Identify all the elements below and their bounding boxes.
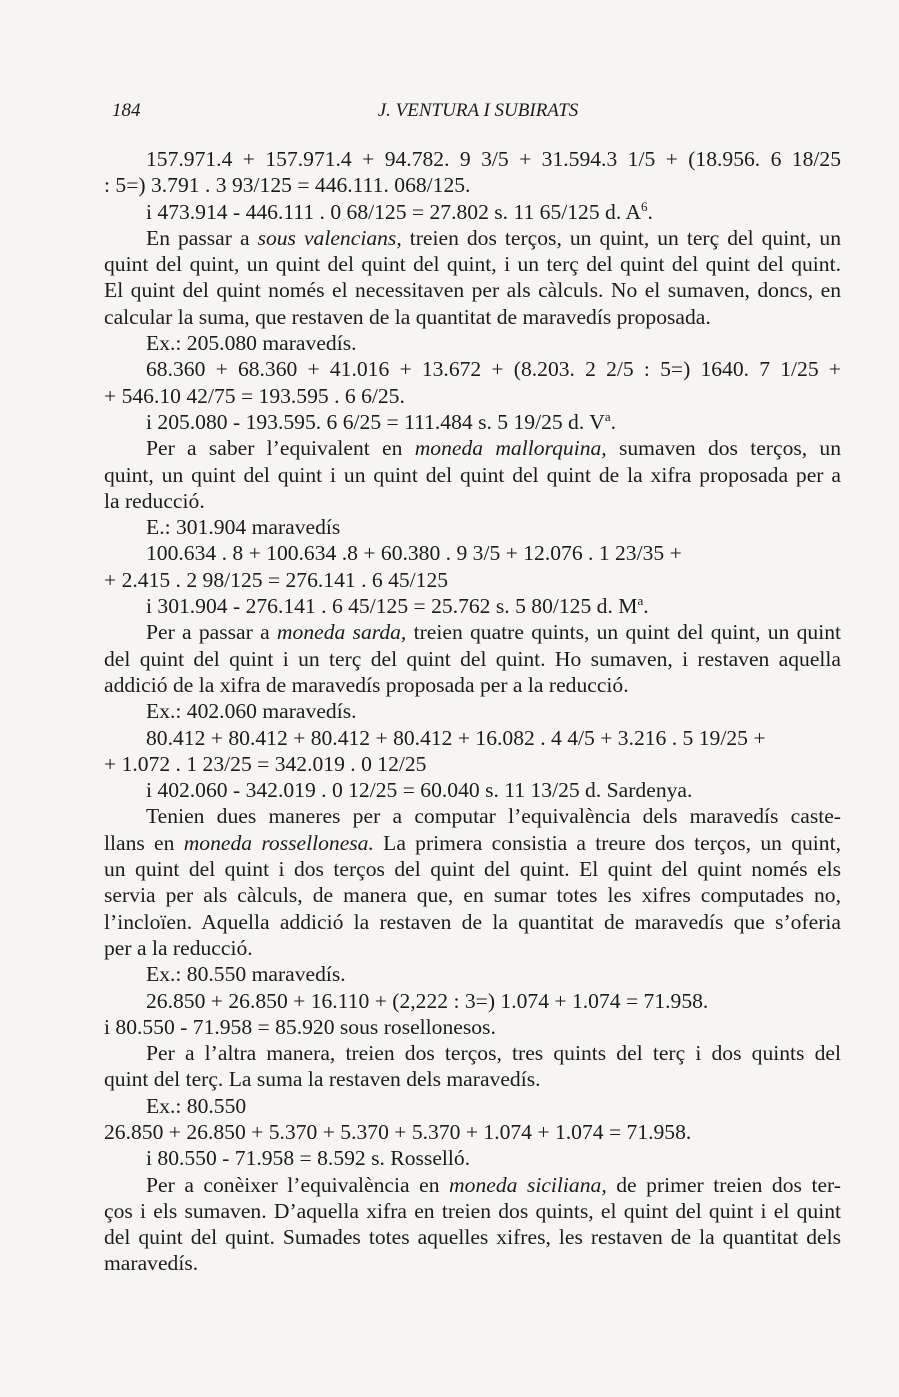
text-run: i 205.080 - 193.595. 6 6/25 = 111.484 s. 5 19/25 d. V	[146, 409, 605, 434]
text-run: : 5=) 3.791 . 3 93/125 = 446.111. 068/125.	[104, 173, 471, 198]
text-line	[104, 409, 841, 435]
text-line	[104, 1119, 841, 1145]
text-run: i 301.904 - 276.141 . 6 45/125 = 25.762 s. 5 80/125 d. M	[146, 594, 638, 619]
text-line	[104, 1014, 841, 1040]
text-line	[104, 988, 841, 1014]
text-line	[104, 251, 841, 277]
text-run: 157.971.4 + 157.971.4 + 94.782. 9 3/5 + 31.594.3 1/5 + (18.956. 6 18/25	[146, 147, 841, 171]
text-line	[104, 540, 841, 566]
text-run: llans en	[104, 830, 184, 855]
text-run: 26.850 + 26.850 + 5.370 + 5.370 + 5.370 + 1.074 + 1.074 = 71.958.	[104, 1119, 692, 1144]
text-run: per a la reducció.	[104, 935, 253, 960]
text-run: 80.412 + 80.412 + 80.412 + 80.412 + 16.082 . 4 4/5 + 3.216 . 5 19/25 +	[146, 725, 766, 750]
text-line	[104, 1224, 841, 1250]
italic-term: moneda sarda,	[276, 620, 407, 645]
running-title: J. VENTURA I SUBIRATS	[377, 100, 579, 121]
text-run: .	[610, 409, 617, 434]
text-line	[104, 725, 841, 751]
text-run: treien quatre quints, un quint del quint, un quint	[406, 620, 842, 645]
text-line	[104, 172, 841, 198]
text-line	[104, 777, 841, 803]
text-run: un quint del quint i dos terços del quint del quint. El quint del quint només els	[104, 857, 841, 882]
text-line	[104, 383, 841, 409]
text-line	[104, 751, 841, 777]
text-line	[104, 1093, 841, 1119]
text-run: quint, un quint del quint i un quint del quint del quint de la xifra proposada per a	[104, 462, 841, 487]
text-run: + 2.415 . 2 98/125 = 276.141 . 6 45/125	[104, 567, 449, 592]
text-run: treien dos terços, un quint, un terç del quint, un	[401, 225, 841, 250]
text-run: Per a passar a	[146, 620, 277, 645]
text-run: El quint del quint només el necessitaven per als càlculs. No el sumaven, doncs, en	[104, 278, 841, 303]
text-run: i 80.550 - 71.958 = 85.920 sous rosellonesos.	[104, 1014, 496, 1039]
text-run: Per a l’altra manera, treien dos terços, tres quints del terç i dos quints del	[146, 1041, 841, 1066]
text-line	[104, 277, 841, 303]
text-run: + 1.072 . 1 23/25 = 342.019 . 0 12/25	[104, 751, 427, 776]
superscript: a	[604, 408, 611, 424]
text-run: Ex.: 205.080 maravedís.	[146, 331, 357, 356]
text-line	[104, 225, 841, 251]
text-run: i 402.060 - 342.019 . 0 12/25 = 60.040 s. 11 13/25 d. Sardenya.	[146, 778, 693, 803]
italic-term: moneda siciliana,	[449, 1172, 607, 1197]
text-line	[104, 199, 841, 225]
text-line	[104, 304, 841, 330]
text-line	[104, 909, 841, 935]
text-run: 100.634 . 8 + 100.634 .8 + 60.380 . 9 3/5 + 12.076 . 1 23/35 +	[146, 541, 682, 566]
text-run: E.: 301.904 maravedís	[146, 515, 341, 540]
text-run: calcular la suma, que restaven de la quantitat de maravedís proposada.	[104, 304, 711, 329]
page-header	[112, 100, 838, 128]
text-run: del quint del quint. Sumades totes aquelles xifres, les restaven de la quantitat dels	[104, 1225, 841, 1250]
text-line	[104, 1172, 841, 1198]
text-line	[104, 830, 841, 856]
text-line	[104, 856, 841, 882]
text-line	[104, 698, 841, 724]
text-line	[104, 488, 841, 514]
italic-term: moneda rossellonesa.	[183, 830, 374, 855]
text-run: 68.360 + 68.360 + 41.016 + 13.672 + (8.203. 2 2/5 : 5=) 1640. 7 1/25 +	[146, 357, 841, 382]
text-run: Ex.: 80.550 maravedís.	[146, 962, 346, 987]
italic-term: moneda mallorquina,	[414, 436, 607, 461]
text-line	[104, 593, 841, 619]
text-line	[104, 435, 841, 461]
text-run: i 80.550 - 71.958 = 8.592 s. Rosselló.	[146, 1146, 471, 1171]
text-run: la reducció.	[104, 488, 205, 513]
text-line	[104, 567, 841, 593]
text-line	[104, 356, 841, 382]
text-line	[104, 1145, 841, 1171]
text-run: servia per als càlculs, de manera que, en sumar totes les xifres computades no,	[104, 883, 841, 908]
text-run: ços i els sumaven. D’aquella xifra en treien dos quints, el quint del quint i el quint	[104, 1198, 841, 1223]
text-run: .	[643, 594, 649, 619]
text-run: Ex.: 80.550	[146, 1093, 247, 1118]
text-run: Per a saber l’equivalent en	[146, 436, 415, 461]
text-line	[104, 619, 841, 645]
text-run: i 473.914 - 446.111 . 0 68/125 = 27.802 s. 11 65/125 d. A	[146, 199, 642, 224]
text-run: maravedís.	[104, 1251, 199, 1276]
text-run: Ex.: 402.060 maravedís.	[146, 699, 357, 724]
text-line	[104, 935, 841, 961]
body-text	[104, 146, 841, 1277]
text-run: La primera consistia a treure dos terços, un quint,	[373, 830, 841, 855]
text-run: quint del terç. La suma la restaven dels maravedís.	[104, 1067, 541, 1092]
text-line	[104, 146, 841, 172]
text-run: de primer treien dos ter-	[606, 1172, 841, 1197]
text-run: del quint del quint i un terç del quint del quint. Ho sumaven, i restaven aquella	[104, 646, 841, 671]
text-line	[104, 803, 841, 829]
text-run: l’incloïen. Aquella addició la restaven de la quantitat de maravedís que s’oferia	[104, 909, 841, 934]
superscript: a	[637, 593, 644, 609]
text-run: sumaven dos terços, un	[606, 436, 842, 461]
text-line	[104, 514, 841, 540]
text-line	[104, 1040, 841, 1066]
text-line	[104, 1250, 841, 1276]
superscript: 6	[641, 198, 648, 214]
text-line	[104, 672, 841, 698]
page-number: 184	[112, 100, 141, 121]
text-run: En passar a	[146, 225, 258, 250]
text-line	[104, 1066, 841, 1092]
italic-term: sous valencians,	[257, 225, 402, 250]
text-run: quint del quint, un quint del quint del quint, i un terç del quint del quint del quint.	[104, 252, 841, 277]
text-line	[104, 1198, 841, 1224]
text-run: 26.850 + 26.850 + 16.110 + (2,222 : 3=) 1.074 + 1.074 = 71.958.	[146, 988, 709, 1013]
text-line	[104, 882, 841, 908]
text-run: .	[647, 199, 653, 224]
text-run: Per a conèixer l’equivalència en	[146, 1172, 450, 1197]
text-line	[104, 330, 841, 356]
text-line	[104, 646, 841, 672]
text-run: addició de la xifra de maravedís proposada per a la reducció.	[104, 672, 629, 697]
text-line	[104, 961, 841, 987]
text-run: + 546.10 42/75 = 193.595 . 6 6/25.	[104, 383, 405, 408]
text-run: Tenien dues maneres per a computar l’equivalència dels maravedís caste-	[146, 804, 841, 829]
text-line	[104, 462, 841, 488]
